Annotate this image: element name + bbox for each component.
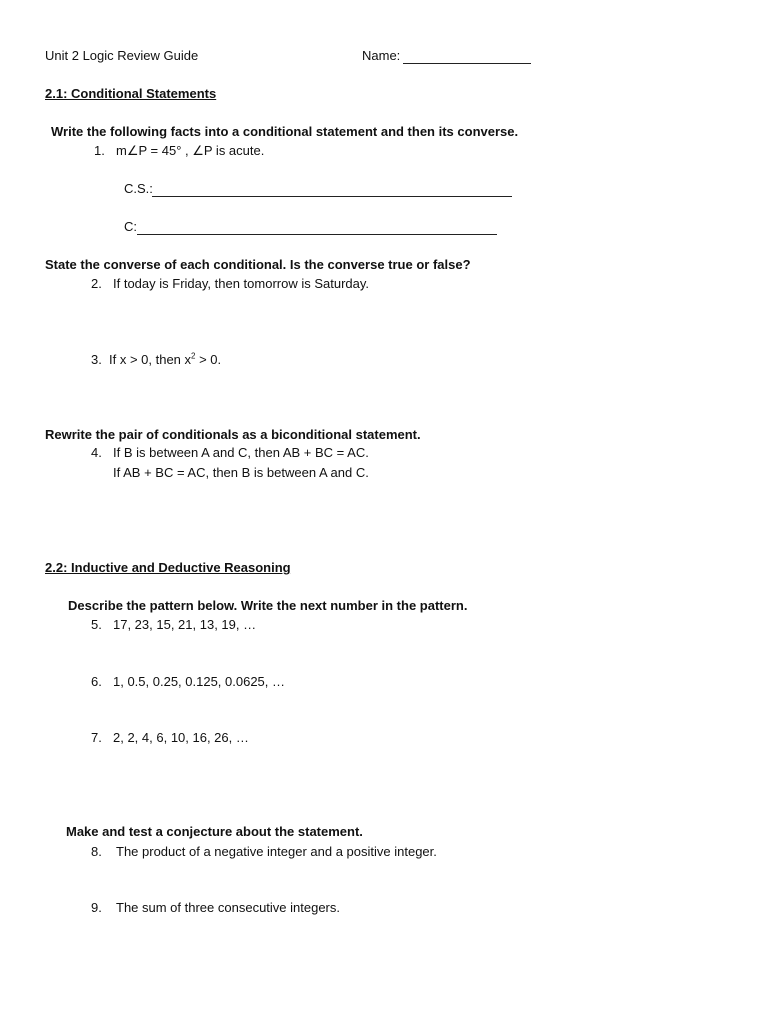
q6-number: 6. <box>91 674 102 689</box>
cs-answer-blank[interactable] <box>152 196 512 197</box>
q1-number: 1. <box>94 143 105 158</box>
q1-text: m∠P = 45° , ∠P is acute. <box>116 143 265 158</box>
q4-number: 4. <box>91 445 102 460</box>
q9-number: 9. <box>91 900 102 915</box>
q6-text: 1, 0.5, 0.25, 0.125, 0.0625, … <box>113 674 286 689</box>
q3-exponent: 2 <box>191 351 196 361</box>
q3-text <box>109 352 221 368</box>
q3-text-post: > 0. <box>195 352 222 367</box>
q3-number: 3. <box>91 352 102 367</box>
q7-text: 2, 2, 4, 6, 10, 16, 26, … <box>113 730 249 745</box>
name-blank[interactable] <box>403 63 531 64</box>
q5-text: 17, 23, 15, 21, 13, 19, … <box>113 617 257 632</box>
q8-text: The product of a negative integer and a positive integer. <box>116 844 437 859</box>
c-answer-blank[interactable] <box>137 234 497 235</box>
q8-number: 8. <box>91 844 102 859</box>
q5-number: 5. <box>91 617 102 632</box>
q3-text-pre: If x > 0, then x <box>109 352 192 367</box>
instruction-describe-pattern: Describe the pattern below. Write the next number in the pattern. <box>68 598 468 613</box>
instruction-state-converse: State the converse of each conditional. Is the converse true or false? <box>45 257 471 272</box>
q4-line-1: If B is between A and C, then AB + BC = AC. <box>113 445 369 460</box>
q4-line-2: If AB + BC = AC, then B is between A and C. <box>113 465 369 480</box>
q7-number: 7. <box>91 730 102 745</box>
q2-text: If today is Friday, then tomorrow is Saturday. <box>113 276 370 291</box>
name-label: Name: <box>362 48 401 63</box>
section-heading-2-2: 2.2: Inductive and Deductive Reasoning <box>45 560 291 575</box>
c-label: C: <box>124 219 137 234</box>
q9-text: The sum of three consecutive integers. <box>116 900 341 915</box>
instruction-biconditional: Rewrite the pair of conditionals as a biconditional statement. <box>45 427 421 442</box>
worksheet-title: Unit 2 Logic Review Guide <box>45 48 199 63</box>
q2-number: 2. <box>91 276 102 291</box>
cs-label: C.S.: <box>124 181 153 196</box>
instruction-conditional-converse: Write the following facts into a conditional statement and then its converse. <box>51 124 519 139</box>
instruction-conjecture: Make and test a conjecture about the statement. <box>66 824 363 839</box>
section-heading-2-1: 2.1: Conditional Statements <box>45 86 217 101</box>
